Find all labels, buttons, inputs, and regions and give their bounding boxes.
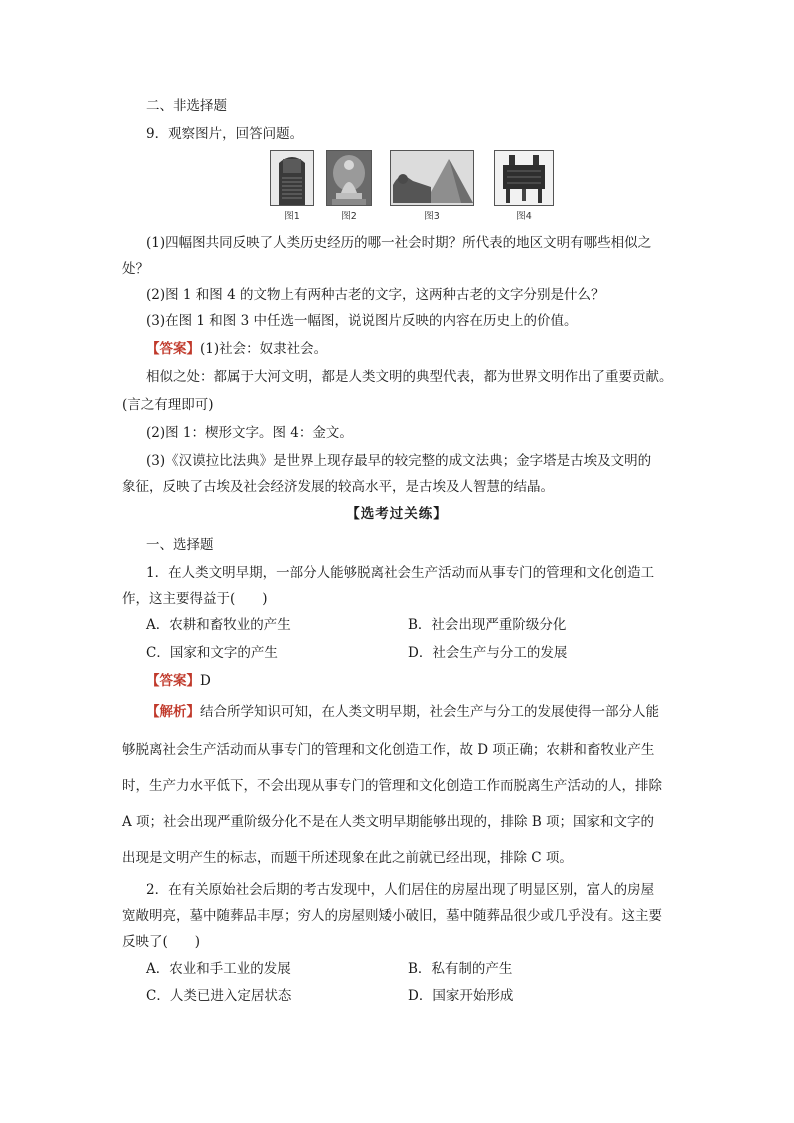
question-9-sub3: (3)在图 1 和图 3 中任选一幅图，说说图片反映的内容在历史上的价值。 — [146, 313, 578, 329]
question-2-option-a: A．农业和手工业的发展 — [146, 961, 291, 977]
section-heading-non-choice: 二、非选择题 — [146, 98, 227, 114]
figure-4 — [494, 150, 554, 222]
question-2-stem-line2: 宽敞明亮，墓中随葬品丰厚；穷人的房屋则矮小破旧，墓中随葬品很少或几乎没有。这主要 — [122, 908, 662, 924]
question-9-sub2: (2)图 1 和图 4 的文物上有两种古老的文字，这两种古老的文字分别是什么？ — [146, 287, 605, 303]
question-9-figures — [0, 150, 794, 222]
answer-tag: 【答案】 — [146, 341, 200, 357]
question-9-sub1-line2: 处？ — [122, 261, 149, 277]
analysis-1-line1 — [146, 702, 659, 722]
bronze-ding-icon — [494, 150, 554, 206]
pyramid-sphinx-icon — [390, 150, 474, 206]
analysis-1-line4: A 项；社会出现严重阶级分化不是在人类文明早期能够出现的，排除 B 项；国家和文字的 — [122, 814, 655, 830]
analysis-1-line3: 时，生产力水平低下，不会出现从事专门的管理和文化创造工作而脱离生产活动的人，排除 — [122, 778, 662, 794]
question-1-stem-line2: 作，这主要得益于( ) — [122, 591, 268, 607]
buddha-statue-icon — [326, 150, 372, 206]
analysis-1-line5: 出现是文明产生的标志，而题干所述现象在此之前就已经出现，排除 C 项。 — [122, 850, 573, 866]
question-1-option-a: A．农耕和畜牧业的产生 — [146, 617, 291, 633]
figure-3-caption: 图3 — [424, 211, 440, 222]
figure-3 — [390, 150, 474, 222]
question-1-option-b: B．社会出现严重阶级分化 — [408, 617, 567, 633]
section-banner: 【选考过关练】 — [346, 506, 448, 522]
analysis-1-line2: 够脱离社会生产活动而从事专门的管理和文化创造工作，故 D 项正确；农耕和畜牧业产生 — [122, 742, 655, 758]
question-9-stem: 9．观察图片，回答问题。 — [146, 126, 304, 142]
answer-1 — [146, 671, 211, 691]
question-1-option-d: D．社会生产与分工的发展 — [408, 645, 568, 661]
question-1-option-c: C．国家和文字的产生 — [146, 645, 278, 661]
question-2-option-b: B．私有制的产生 — [408, 961, 513, 977]
analysis-tag: 【解析】 — [146, 704, 200, 720]
answer-tag: 【答案】 — [146, 673, 200, 689]
figure-1 — [270, 150, 314, 222]
analysis-1-text-line1: 结合所学知识可知，在人类文明早期，社会生产与分工的发展使得一部分人能 — [200, 704, 659, 720]
question-1-stem-line1: 1．在人类文明早期，一部分人能够脱离社会生产活动而从事专门的管理和文化创造工 — [146, 565, 655, 581]
answer-9-similarities: 相似之处：都属于大河文明，都是人类文明的典型代表，都为世界文明作出了重要贡献。 — [146, 369, 673, 385]
figure-1-caption: 图1 — [284, 211, 300, 222]
figure-2-caption: 图2 — [341, 211, 357, 222]
figure-4-caption: 图4 — [516, 211, 532, 222]
question-2-stem-line3: 反映了( ) — [122, 934, 201, 950]
hammurabi-stele-icon — [270, 150, 314, 206]
question-2-option-c: C．人类已进入定居状态 — [146, 988, 292, 1004]
answer-1-value: D — [200, 673, 211, 689]
answer-9-part2: (2)图 1：楔形文字。图 4：金文。 — [146, 425, 353, 441]
question-2-stem-line1: 2．在有关原始社会后期的考古发现中，人们居住的房屋出现了明显区别，富人的房屋 — [146, 882, 655, 898]
question-2-option-d: D．国家开始形成 — [408, 988, 514, 1004]
section-heading-choice: 一、选择题 — [146, 537, 214, 553]
answer-9-part1: (1)社会：奴隶社会。 — [200, 341, 328, 357]
question-9-sub1-line1: (1)四幅图共同反映了人类历史经历的哪一社会时期？所代表的地区文明有哪些相似之 — [146, 235, 652, 251]
answer-9-note: (言之有理即可) — [122, 397, 214, 413]
answer-9-line1 — [146, 339, 327, 359]
figure-2 — [326, 150, 372, 222]
answer-9-part3-line1: (3)《汉谟拉比法典》是世界上现存最早的较完整的成文法典；金字塔是古埃及文明的 — [146, 453, 652, 469]
answer-9-part3-line2: 象征，反映了古埃及社会经济发展的较高水平，是古埃及人智慧的结晶。 — [122, 479, 554, 495]
